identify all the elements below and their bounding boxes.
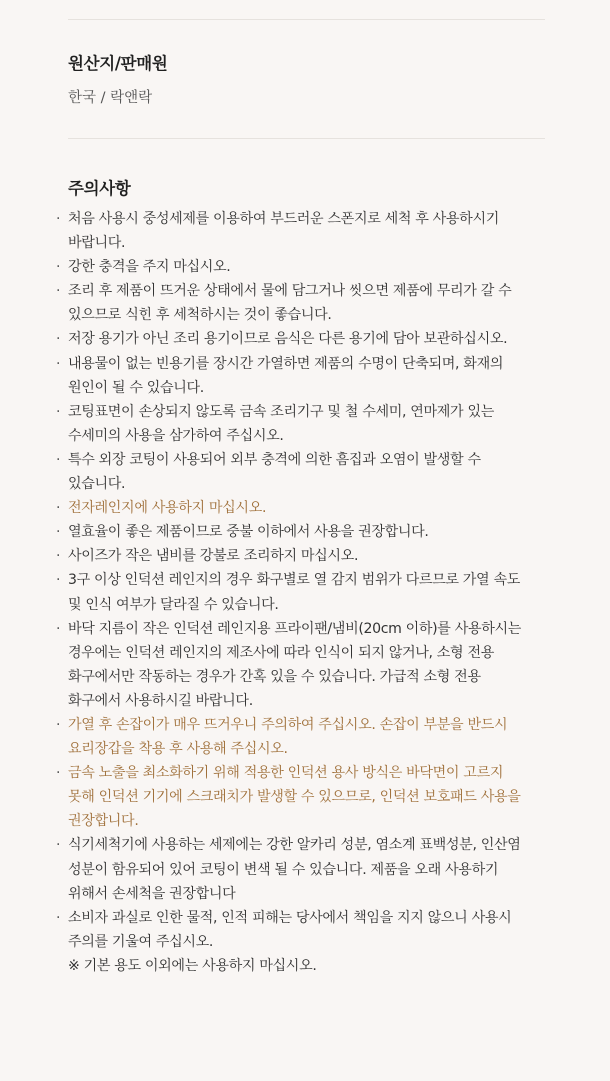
caution-item — [56, 520, 556, 544]
bullet-dot: · — [56, 500, 61, 517]
bullet-dot: · — [56, 620, 61, 637]
caution-text: 특수 외장 코팅이 사용되어 외부 충격에 의한 흠집과 오염이 발생할 수 있습니다. — [68, 451, 481, 493]
caution-text: 코팅표면이 손상되지 않도록 금속 조리기구 및 철 수세미, 연마제가 있는 수세미의 사용을 삼가하여 주십시오. — [68, 403, 494, 444]
caution-text: 조리 후 제품이 뜨거운 상태에서 물에 담그거나 씻으면 제품에 무리가 갈 수 있으므로 식힌 후 세척하시는 것이 좋습니다. — [68, 283, 512, 324]
bullet-dot: · — [56, 403, 61, 420]
caution-footnote — [56, 954, 556, 978]
bullet-dot: · — [56, 765, 61, 782]
bullet-dot: · — [56, 716, 61, 733]
bullet-dot: · — [56, 283, 61, 300]
caution-text: 소비자 과실로 인한 물적, 인적 피해는 당사에서 책임을 지지 않으니 사용시 주의를 기울여 주십시오. — [68, 909, 512, 950]
bullet-dot: · — [56, 909, 61, 926]
bullet-dot: · — [56, 211, 61, 227]
caution-item — [56, 279, 556, 327]
caution-text: 저장 용기가 아닌 조리 용기이므로 음식은 다른 용기에 담아 보관하십시오. — [68, 331, 508, 348]
caution-text: 사이즈가 작은 냄비를 강불로 조리하지 마십시오. — [68, 548, 359, 565]
caution-item — [56, 207, 556, 255]
caution-item — [56, 496, 556, 520]
bullet-dot: · — [56, 355, 61, 372]
origin-value: 한국 / 락앤락 — [68, 90, 153, 106]
caution-item — [56, 400, 556, 448]
caution-text: 식기세척기에 사용하는 세제에는 강한 알카리 성분, 염소계 표백성분, 인산염 성분이 함유되어 있어 코팅이 변색 될 수 있습니다. 제품을 오래 사용하기 위해서 손세척을 권장합니다 — [68, 837, 521, 902]
origin-title: 원산지/판매원 — [68, 54, 168, 73]
caution-item — [56, 906, 556, 954]
cautions-title: 주의사항 — [68, 179, 131, 198]
caution-item — [56, 568, 556, 616]
caution-text: 강한 충격을 주지 마십시오. — [68, 259, 231, 276]
caution-item — [56, 833, 556, 905]
caution-item — [56, 448, 556, 496]
caution-text: 내용물이 없는 빈용기를 장시간 가열하면 제품의 수명이 단축되며, 화재의 원인이 될 수 있습니다. — [68, 355, 504, 396]
top-divider — [68, 19, 545, 20]
caution-text: 금속 노출을 최소화하기 위해 적용한 인덕션 용사 방식은 바닥면이 고르지 못해 인덕션 기기에 스크래치가 발생할 수 있으므로, 인덕션 보호패드 사용을 권장합니다. — [68, 765, 521, 830]
middle-divider — [68, 138, 545, 139]
caution-item — [56, 327, 556, 351]
caution-item — [56, 617, 556, 713]
caution-text: 처음 사용시 중성세제를 이용하여 부드러운 스폰지로 세척 후 사용하시기 바랍니다. — [68, 211, 499, 252]
bullet-dot: · — [56, 548, 61, 565]
cautions-list — [56, 207, 556, 978]
footnote-text: ※ 기본 용도 이외에는 사용하지 마십시오. — [68, 957, 317, 974]
bullet-dot: · — [56, 259, 61, 276]
bullet-dot: · — [56, 451, 61, 468]
caution-text: 가열 후 손잡이가 매우 뜨거우니 주의하여 주십시오. 손잡이 부분을 반드시 요리장갑을 착용 후 사용해 주십시오. — [68, 716, 508, 758]
caution-text: 전자레인지에 사용하지 마십시오. — [68, 500, 267, 517]
caution-item — [56, 544, 556, 568]
bullet-dot: · — [56, 524, 61, 541]
caution-item — [56, 713, 556, 761]
caution-item — [56, 352, 556, 400]
caution-text: 열효율이 좋은 제품이므로 중불 이하에서 사용을 권장합니다. — [68, 524, 429, 541]
bullet-dot: · — [56, 331, 61, 348]
bullet-dot: · — [56, 572, 61, 589]
caution-text: 바닥 지름이 작은 인덕션 레인지용 프라이팬/냄비(20cm 이하)를 사용하시는 경우에는 인덕션 레인지의 제조사에 따라 인식이 되지 않거나, 소형 전용 화구에서만 작동하는 경우가 간혹 있을 수 있습니다. 가급적 소형 전용 화구에서 사용하시길 바랍니다. — [68, 620, 522, 709]
caution-item — [56, 761, 556, 833]
caution-item — [56, 255, 556, 279]
caution-text: 3구 이상 인덕션 레인지의 경우 화구별로 열 감지 범위가 다르므로 가열 속도 및 인식 여부가 달라질 수 있습니다. — [68, 572, 520, 613]
bullet-dot: · — [56, 837, 61, 854]
